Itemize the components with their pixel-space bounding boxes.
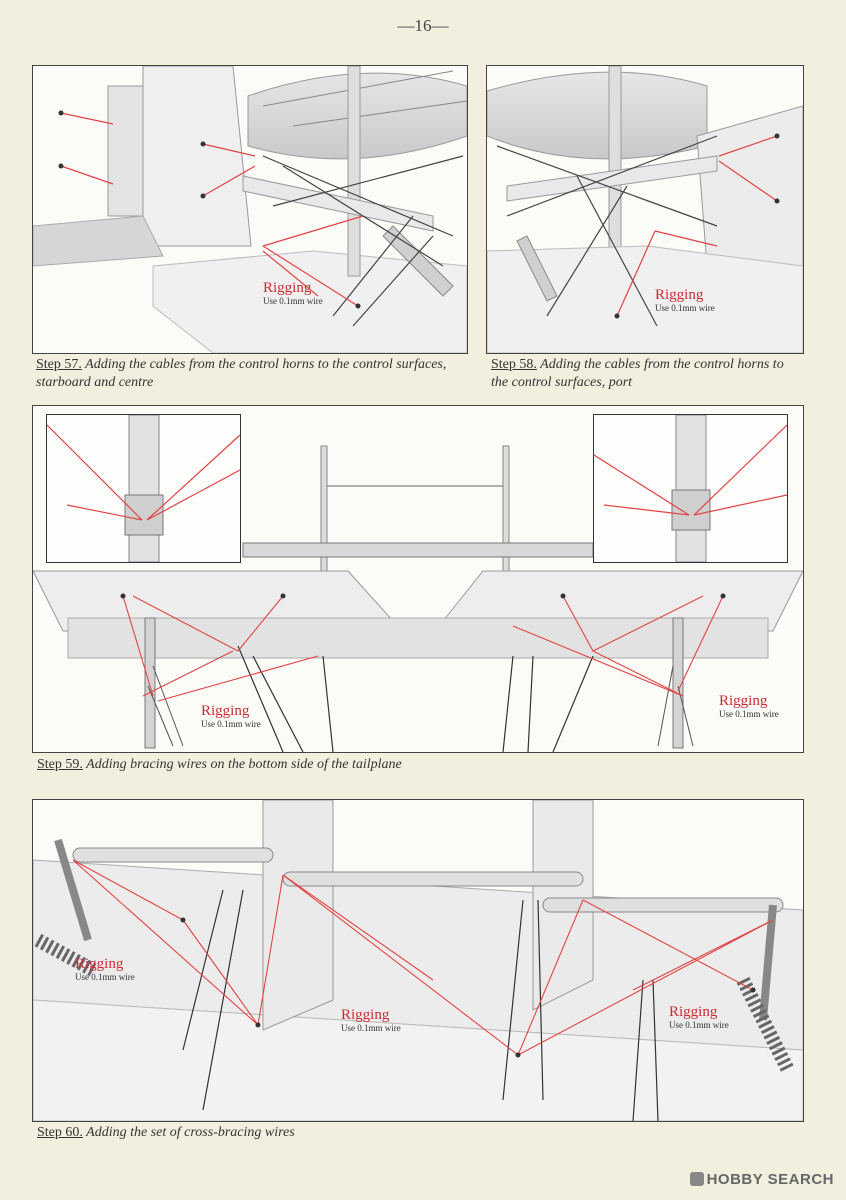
step-59-label: Step 59. <box>37 757 83 772</box>
step-59-caption: Step 59. Adding bracing wires on the bottom side of the tailplane <box>37 757 402 772</box>
step-57-label: Step 57. <box>36 357 82 372</box>
step-58-illustration <box>486 65 804 354</box>
step-60-illustration <box>32 799 804 1122</box>
step-58-label: Step 58. <box>491 357 537 372</box>
rigging-callout-left: Rigging Use 0.1mm wire <box>75 956 135 982</box>
logo-icon <box>690 1172 704 1186</box>
page-number: —16— <box>397 16 449 35</box>
rigging-callout: Rigging Use 0.1mm wire <box>263 280 323 306</box>
step-60-caption: Step 60. Adding the set of cross-bracing wires <box>37 1125 295 1140</box>
rigging-callout-right: Rigging Use 0.1mm wire <box>669 1004 729 1030</box>
step-57-caption: Step 57. Adding the cables from the control horns to the control surfaces, starboard and centre <box>36 357 447 390</box>
step-59-illustration <box>32 405 804 753</box>
step-59-detail-inset-right <box>593 414 788 563</box>
step-57-illustration <box>32 65 468 354</box>
rigging-callout-centre: Rigging Use 0.1mm wire <box>341 1007 401 1033</box>
hobby-search-watermark: HOBBY SEARCH <box>690 1171 834 1188</box>
step-58-caption: Step 58. Adding the cables from the control horns to the control surfaces, port <box>491 357 784 390</box>
rigging-callout: Rigging Use 0.1mm wire <box>655 287 715 313</box>
step-60-label: Step 60. <box>37 1125 83 1140</box>
rigging-callout-right: Rigging Use 0.1mm wire <box>719 693 779 719</box>
rigging-callout-left: Rigging Use 0.1mm wire <box>201 703 261 729</box>
step-59-detail-inset-left <box>46 414 241 563</box>
